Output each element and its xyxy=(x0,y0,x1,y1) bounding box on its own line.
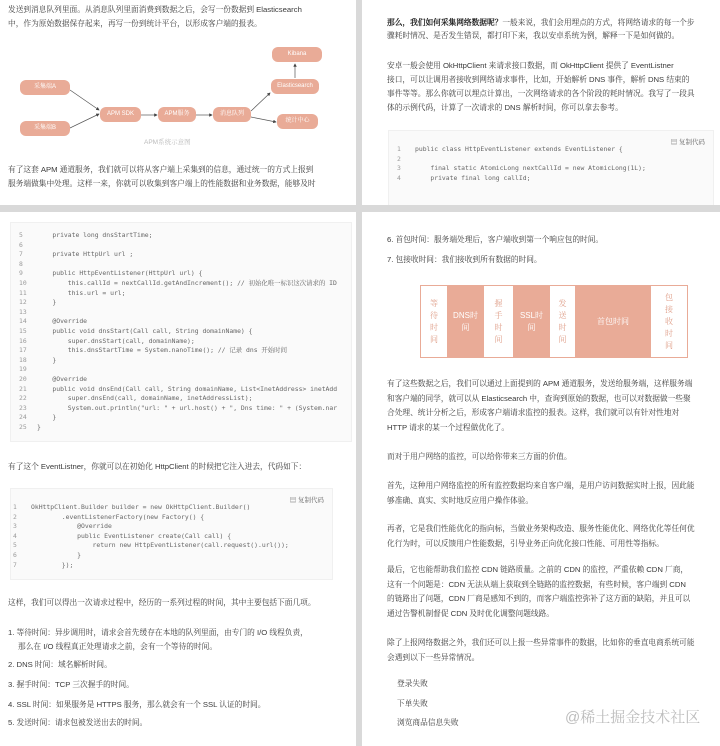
timeline-ssl: SSL时间 xyxy=(513,286,550,357)
code-text: }); xyxy=(31,560,74,569)
code-line xyxy=(11,250,351,260)
code-line xyxy=(389,155,646,165)
diagram-node-collector-a: 采集端A xyxy=(20,80,70,95)
timeline-handshake: 握手时间 xyxy=(484,286,513,357)
diagram-node-kibana: Kibana xyxy=(272,47,322,62)
code-text: public class HttpEventListener extends EventListener { xyxy=(415,145,623,153)
code-line xyxy=(11,413,351,423)
line-number: 15 xyxy=(19,326,27,335)
list-item: 5. 发送时间：请求包被发送出去的时间。 xyxy=(8,718,148,727)
code-text: super.dnsStart(call, domainName); xyxy=(37,336,195,345)
diagram-node-stats-center: 统计中心 xyxy=(277,114,318,129)
diagram-node-apm-sdk: APM SDK xyxy=(100,107,141,122)
paragraph: 最后，它也能帮助我们监控 CDN 链路质量。之前的 CDN 的监控，严重依赖 CDN 厂商， 这有一个问题是：CDN 无法从端上获取到全链路的监控数据，有些时候，客户端到 CDN 的链路出了问题，CDN 厂商是感知不到的，而客户端监控弥补了这方面的缺陷，并且可以 通过告警机制督促 CDN 及时优化调整问题线路。 xyxy=(387,565,691,619)
code-line xyxy=(11,308,351,318)
line-number: 6 xyxy=(19,240,23,249)
code-text: System.out.println("url: " + url.host() + ", Dns time: " + (System.nar xyxy=(37,403,338,412)
code-text: private long dnsStartTime; xyxy=(37,231,153,239)
code-text: OkHttpClient.Builder builder = new OkHttpClient.Builder() xyxy=(31,503,251,511)
list-item: 1. 等待时间：异步调用时，请求会首先缓存在本地的队列里面，由专门的 I/O 线程负责， 那么在 I/O 线程真正处理请求之前，会有一个等待的时间。 xyxy=(8,628,308,651)
line-number: 25 xyxy=(19,422,27,431)
list-item: 4. SSL 时间：如果服务是 HTTPS 服务，那么就会有一个 SSL 认证的时间。 xyxy=(8,700,266,709)
code-block xyxy=(388,130,714,205)
timeline-wait: 等待时间 xyxy=(421,286,447,357)
line-number: 22 xyxy=(19,394,27,403)
code-line xyxy=(11,404,351,414)
paragraph: 再者，它是我们性能优化的指向标，当做业务架构改造、服务性能优化、网络优化等任何优 化行为时，可以反馈用户性能数据，引导业务正向优化接口性能、可用性等指标。 xyxy=(387,524,695,548)
code-text: public EventListener create(Call call) { xyxy=(31,531,232,540)
line-number: 4 xyxy=(397,173,401,182)
timeline-dns: DNS时间 xyxy=(447,286,484,357)
code-text: } xyxy=(37,422,41,431)
paragraph: 有了这个 EventListner，你就可以在初始化 HttpClient 的时候把它注入进去，代码如下： xyxy=(8,462,307,471)
code-block xyxy=(10,222,352,442)
line-number: 14 xyxy=(19,317,27,326)
code-line xyxy=(11,279,351,289)
code-line xyxy=(11,269,351,279)
code-text: this.dnsStartTime = System.nanoTime(); // 记录 dns 开始时间 xyxy=(37,346,287,355)
line-number: 9 xyxy=(19,269,23,278)
paragraph: 安卓一般会使用 OkHttpClient 来请求接口数据，而 OkHttpClient 提供了 EventListner 接口，可以让调用者接收到网络请求事件，比如，开始解析 DNS 事件，解析 DNS 结束的 事件等等。那么你就可以埋点计算出，一次网络请求的各个阶段的耗时情况。我写了一段具 体的示例代码，计算了一次请求的 DNS 解析时间，你可以拿去参考。 xyxy=(387,61,695,112)
diagram-node-message-queue: 消息队列 xyxy=(213,107,251,122)
paragraph: 有了这套 APM 通道服务，我们就可以将从客户端上采集到的信息，通过统一的方式上报到 服务端做集中处理。这样一来，你就可以收集到客户端上的性能数据和业务数据，能够及时 xyxy=(8,165,316,188)
bullet-list: 登录失败 下单失败 浏览商品信息失败 xyxy=(397,679,459,727)
code-line xyxy=(389,174,646,184)
code-text: private HttpUrl url ; xyxy=(37,250,134,259)
code-line xyxy=(11,394,351,404)
code-line xyxy=(11,260,351,270)
line-number: 5 xyxy=(19,231,23,239)
line-number: 6 xyxy=(13,550,17,559)
article-panel-bottom-right xyxy=(362,212,720,746)
copy-code-button[interactable]: ▤ 复制代码 xyxy=(289,497,324,504)
code-text: } xyxy=(37,355,57,364)
request-timeline-diagram xyxy=(420,285,688,358)
diagram-node-elasticsearch: Elasticsearch xyxy=(271,79,319,94)
timeline-first-packet: 首包时间 xyxy=(575,286,651,357)
code-line xyxy=(11,375,351,385)
paragraph: 首先，这种用户网络监控的所有监控数据均来自客户端，是用户访问数据实时上报，因此能 够准确、真实、实时地反应用户操作体验。 xyxy=(387,481,695,505)
code-line xyxy=(5,532,289,542)
line-number: 7 xyxy=(13,560,17,569)
line-number: 3 xyxy=(397,164,401,173)
line-number: 23 xyxy=(19,403,27,412)
article-panel-top-left xyxy=(0,0,356,205)
code-line xyxy=(389,145,646,155)
code-line xyxy=(11,423,351,433)
line-number: 21 xyxy=(19,384,27,393)
code-text: .eventListenerFactory(new Factory() { xyxy=(31,512,205,521)
copy-code-button[interactable]: ▤ 复制代码 xyxy=(670,139,705,146)
paragraph: 而对于用户网络的监控，可以给你带来三方面的价值。 xyxy=(387,452,572,461)
timeline-receive: 包接收时间 xyxy=(651,286,687,357)
paragraph: 这样，我们可以得出一次请求过程中，经历的一系列过程的时间，其中主要包括下面几项。 xyxy=(8,598,316,607)
line-number: 11 xyxy=(19,288,27,297)
code-block xyxy=(10,488,333,580)
code-line xyxy=(389,164,646,174)
code-line xyxy=(11,365,351,375)
line-number: 4 xyxy=(13,531,17,540)
line-number: 5 xyxy=(13,541,17,550)
code-line xyxy=(11,327,351,337)
paragraph: 发送到消息队列里面。从消息队列里面消费到数据之后，会写一份数据到 Elasticsearch 中，作为原始数据保存起来，再写一份到统计平台，以形成客户端的报表。 xyxy=(8,5,302,28)
code-line xyxy=(5,503,289,513)
line-number: 2 xyxy=(397,154,401,163)
code-line xyxy=(11,241,351,251)
code-text: this.url = url; xyxy=(37,288,126,297)
diagram-caption: APM系统示意图 xyxy=(144,139,191,146)
line-number: 2 xyxy=(13,512,17,521)
code-line xyxy=(11,298,351,308)
watermark: @稀土掘金技术社区 xyxy=(565,709,701,726)
code-line xyxy=(11,231,351,241)
code-line xyxy=(5,551,289,561)
code-line xyxy=(11,337,351,347)
paragraph: 那么，我们如何采集网络数据呢？一般来说，我们会用埋点的方式，将网络请求的每一个步 骤耗时情况、是否发生错误，都打印下来，我以安卓系统为例，解释一下是如何做的。 xyxy=(387,18,695,40)
line-number: 20 xyxy=(19,374,27,383)
code-line xyxy=(5,513,289,523)
line-number: 10 xyxy=(19,278,27,287)
line-number: 12 xyxy=(19,298,27,307)
line-number: 16 xyxy=(19,336,27,345)
code-line xyxy=(11,385,351,395)
list-item: 7. 包接收时间：我们接收到所有数据的时间。 xyxy=(387,255,542,264)
list-item: 2. DNS 时间：域名解析时间。 xyxy=(8,660,112,669)
article-panel-bottom-left xyxy=(0,212,356,746)
code-text: } xyxy=(37,298,57,307)
article-panel-top-right xyxy=(362,0,720,205)
code-text: @Override xyxy=(37,374,88,383)
list-item: 3. 握手时间：TCP 三次握手的时间。 xyxy=(8,680,134,689)
timeline-send: 发送时间 xyxy=(550,286,575,357)
code-text: final static AtomicLong nextCallId = new AtomicLong(1L); xyxy=(415,164,646,173)
line-number: 1 xyxy=(13,503,17,511)
code-line xyxy=(5,561,289,571)
line-number: 13 xyxy=(19,307,27,316)
code-text: } xyxy=(37,413,57,422)
code-text: this.callId = nextCallId.getAndIncrement(); // 初始化唯一标识这次请求的 ID xyxy=(37,278,337,287)
line-number: 17 xyxy=(19,346,27,355)
line-number: 18 xyxy=(19,355,27,364)
code-text: @Override xyxy=(37,317,88,326)
code-text: } xyxy=(31,550,82,559)
diagram-node-apm-service: APM服务 xyxy=(158,107,196,122)
line-number: 19 xyxy=(19,365,27,374)
code-line xyxy=(11,346,351,356)
code-line xyxy=(11,289,351,299)
code-line xyxy=(5,522,289,532)
code-line xyxy=(11,317,351,327)
code-line xyxy=(5,541,289,551)
line-number: 24 xyxy=(19,413,27,422)
code-line xyxy=(11,356,351,366)
paragraph: 除了上报网络数据之外，我们还可以上报一些异常事件的数据，比如你的垂直电商系统可能 会遇到以下一些异常情况。 xyxy=(387,638,695,662)
diagram-node-collector-b: 采集端B xyxy=(20,121,70,136)
code-text: super.dnsEnd(call, domainName, inetAddressList); xyxy=(37,394,253,403)
paragraph: 有了这些数据之后，我们可以通过上面提到的 APM 通道服务，发送给服务端，这样服务端 和客户端的同学，就可以从 Elasticsearch 中，查询到原始的数据，也可以对数据做一些聚 合处理、统计分析之后，形成客户端请求监控的报表。这样，我们就可以有针对性地对 HTTP 请求的某一个过程做优化了。 xyxy=(387,379,693,432)
line-number: 1 xyxy=(397,145,401,153)
code-text: return new HttpEventListener(call.request().url()); xyxy=(31,541,289,550)
line-number: 3 xyxy=(13,522,17,531)
list-item: 6. 首包时间：服务端处理后，客户端收到第一个响应包的时间。 xyxy=(387,235,604,244)
code-text: public HttpEventListener(HttpUrl url) { xyxy=(37,269,203,278)
code-text: public void dnsEnd(Call call, String domainName, List<InetAddress> inetAdd xyxy=(37,384,338,393)
code-text: @Override xyxy=(31,522,112,531)
code-text: public void dnsStart(Call call, String domainName) { xyxy=(37,326,253,335)
line-number: 7 xyxy=(19,250,23,259)
line-number: 8 xyxy=(19,259,23,268)
code-text: private final long callId; xyxy=(415,173,531,182)
